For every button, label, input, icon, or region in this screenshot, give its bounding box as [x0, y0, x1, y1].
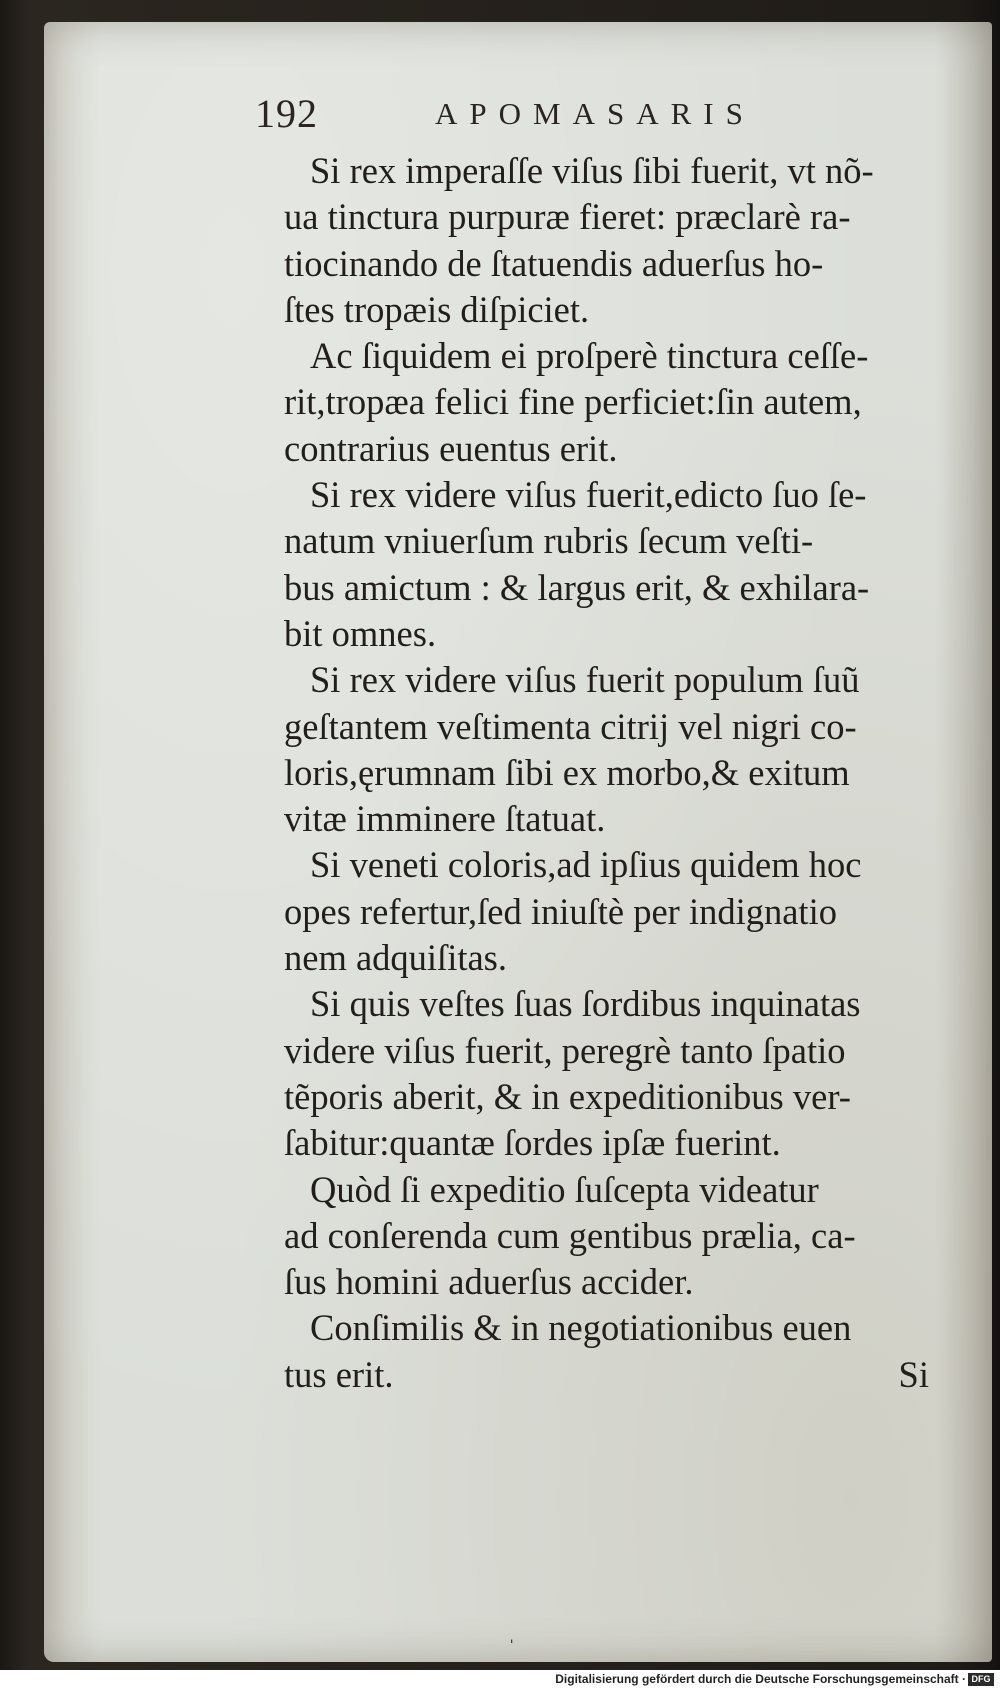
text-line: ad conſerenda cum gentibus prælia, ca-: [284, 1214, 856, 1256]
text-line: nem adquiſitas.: [284, 937, 508, 979]
text-line: Si rex videre viſus fuerit populum ſuũ: [310, 659, 860, 701]
text-line: Ac ſiquidem ei proſperè tinctura ceſſe-: [310, 335, 869, 377]
catchword: Si: [898, 1353, 929, 1395]
text-line: rit,tropæa felici fine perficiet:ſin autem,: [284, 381, 862, 423]
text-line: Quòd ſi expeditio ſuſcepta videatur: [310, 1168, 819, 1210]
text-line: opes refertur,ſed iniuſtè per indignatio: [284, 890, 837, 932]
text-line: ua tinctura purpuræ fieret: præclarè ra-: [284, 196, 851, 238]
last-text-line: [284, 1352, 929, 1398]
text-line: videre viſus fuerit, peregrè tanto ſpatio: [284, 1029, 846, 1071]
digitization-credit: Digitalisierung gefördert durch die Deutsche Forschungsgemeinschaft ·: [555, 1672, 966, 1686]
text-line: tus erit.: [284, 1353, 394, 1395]
body-text: [284, 148, 929, 1398]
text-line: vitæ imminere ſtatuat.: [284, 798, 606, 840]
text-line: tẽporis aberit, & in expeditionibus ver-: [284, 1075, 851, 1117]
text-line: ſtes tropæis diſpiciet.: [284, 288, 590, 330]
ink-mark: ˌ: [508, 1618, 516, 1643]
running-head: APOMASARIS: [435, 96, 755, 131]
text-line: Si rex imperaſſe viſus ſibi fuerit, vt nõ-: [310, 150, 874, 191]
text-line: Conſimilis & in negotiationibus euen: [310, 1307, 852, 1349]
text-line: Si quis veſtes ſuas ſordibus inquinatas: [310, 983, 861, 1025]
text-line: Si rex videre viſus fuerit,edicto ſuo ſe-: [310, 474, 867, 516]
text-line: ſus homini aduerſus accider.: [284, 1261, 694, 1303]
text-line: bit omnes.: [284, 612, 437, 654]
text-line: geſtantem veſtimenta citrij vel nigri co-: [284, 705, 857, 747]
page-number: 192: [255, 91, 318, 136]
page-header: [255, 88, 935, 138]
dfg-logo: DFG: [968, 1673, 994, 1686]
text-line: bus amictum : & largus erit, & exhilara-: [284, 566, 870, 608]
text-line: loris,ęrumnam ſibi ex morbo,& exitum: [284, 751, 850, 793]
text-line: ſabitur:quantæ ſordes ipſæ fuerint.: [284, 1122, 781, 1164]
text-line: Si veneti coloris,ad ipſius quidem hoc: [310, 844, 862, 886]
text-line: contrarius euentus erit.: [284, 427, 618, 469]
text-line: tiocinando de ſtatuendis aduerſus ho-: [284, 242, 824, 284]
text-line: natum vniuerſum rubris ſecum veſti-: [284, 520, 814, 562]
